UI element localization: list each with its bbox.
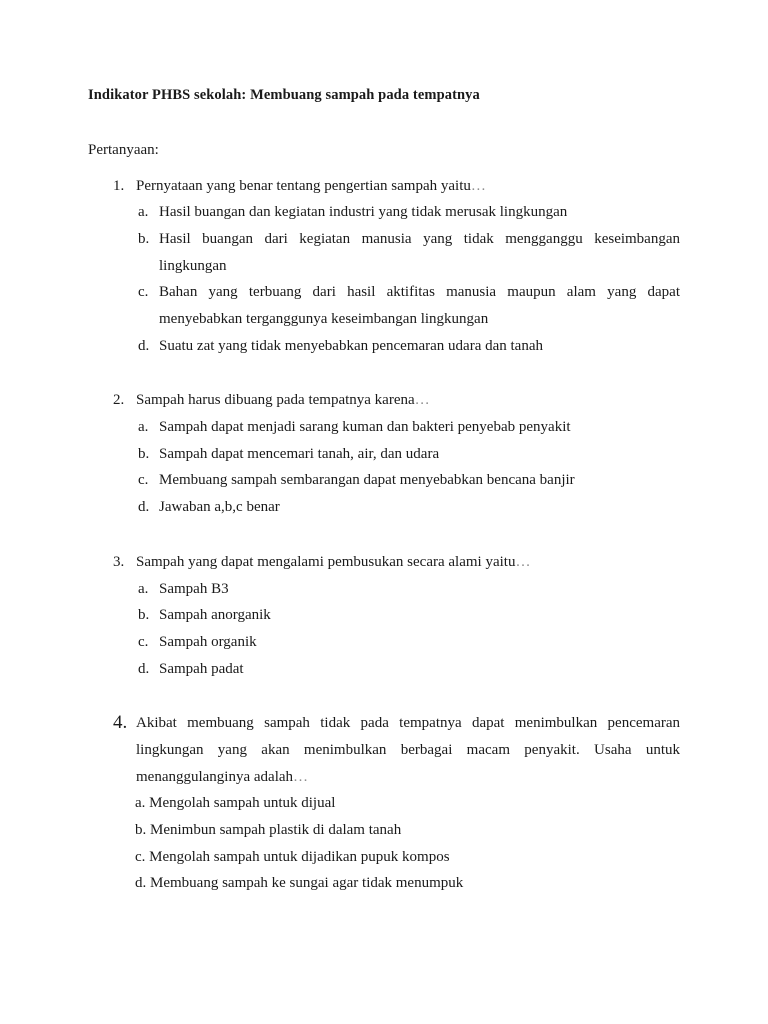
option-row[interactable]	[135, 790, 680, 817]
question-stem: Sampah harus dibuang pada tempatnya karena…	[136, 392, 431, 409]
question-stem-row	[88, 549, 680, 576]
question-stem-row	[88, 710, 680, 790]
option-text: Sampah padat	[159, 660, 244, 677]
option-letter: d.	[138, 337, 150, 354]
option-letter: d.	[138, 499, 150, 516]
option-text: Sampah dapat mencemari tanah, air, dan udara	[159, 445, 440, 462]
option-letter: d.	[135, 875, 147, 892]
intro-spacer	[88, 161, 680, 173]
option-text: Hasil buangan dan kegiatan industri yang tidak merusak lingkungan	[159, 204, 568, 221]
question-number: 2.	[113, 392, 125, 409]
option-text: Membuang sampah ke sungai agar tidak menumpuk	[150, 875, 464, 892]
option-row[interactable]	[88, 576, 680, 603]
option-letter: b.	[138, 607, 150, 624]
option-letter: a.	[135, 795, 146, 812]
title-spacer	[88, 106, 680, 140]
option-row[interactable]	[88, 629, 680, 656]
option-text: Menimbun sampah plastik di dalam tanah	[150, 822, 402, 838]
question-number: 3.	[113, 553, 125, 570]
option-letter: a.	[138, 204, 149, 221]
option-letter: a.	[138, 580, 149, 597]
question-stem-row	[88, 173, 680, 200]
question-number: 4.	[113, 712, 128, 734]
option-text: Mengolah sampah untuk dijual	[149, 795, 336, 812]
page-title: Indikator PHBS sekolah: Membuang sampah pada tempatnya	[88, 87, 480, 103]
question-number: 1.	[113, 177, 125, 194]
question-block-1	[88, 173, 680, 360]
option-row[interactable]	[88, 226, 680, 279]
intro-label: Pertanyaan:	[88, 141, 159, 158]
option-letter: c.	[138, 633, 149, 650]
ellipsis: …	[470, 177, 487, 194]
option-row[interactable]	[88, 467, 680, 494]
ellipsis: …	[414, 392, 431, 409]
option-row[interactable]	[88, 199, 680, 226]
ellipsis: …	[515, 553, 532, 570]
option-letter: c.	[135, 848, 146, 865]
option-row[interactable]	[88, 441, 680, 468]
option-row[interactable]	[88, 333, 680, 360]
question-gap	[88, 682, 680, 710]
option-text: Sampah B3	[159, 580, 229, 597]
option-text: Bahan yang terbuang dari hasil aktifitas manusia maupun alam yang dapat menyebabkan terganggunya keseimbangan lingkungan	[159, 284, 680, 327]
option-row[interactable]	[135, 844, 680, 871]
question-gap	[88, 521, 680, 549]
option-text: Sampah organik	[159, 633, 257, 650]
option-letter: a.	[138, 419, 149, 436]
option-row[interactable]	[135, 870, 680, 897]
question-block-3	[88, 549, 680, 682]
option-text: Suatu zat yang tidak menyebabkan pencemaran udara dan tanah	[159, 337, 544, 354]
option-row[interactable]	[88, 414, 680, 441]
option-letter: c.	[138, 284, 149, 301]
option-text: Mengolah sampah untuk dijadikan pupuk kompos	[149, 848, 450, 865]
question-stem: Sampah yang dapat mengalami pembusukan secara alami yaitu…	[136, 553, 532, 570]
document-body	[88, 86, 680, 897]
option-row[interactable]	[88, 656, 680, 683]
option-row[interactable]	[88, 494, 680, 521]
question-stem-row	[88, 387, 680, 414]
option-text: Sampah anorganik	[159, 607, 271, 624]
question-gap	[88, 359, 680, 387]
option-text: Sampah dapat menjadi sarang kuman dan bakteri penyebab penyakit	[159, 419, 571, 436]
option-letter: d.	[138, 660, 150, 677]
ellipsis: …	[293, 768, 310, 785]
option-row[interactable]	[88, 602, 680, 629]
question-stem: Akibat membuang sampah tidak pada tempatnya dapat menimbulkan pencemaran lingkungan yang akan menimbulkan berbagai macam penyakit. Usaha untuk menanggulanginya adalah…	[136, 715, 680, 785]
option-text: Membuang sampah sembarangan dapat menyebabkan bencana banjir	[159, 472, 575, 489]
question-stem: Pernyataan yang benar tentang pengertian sampah yaitu…	[136, 177, 487, 194]
option-letter: b.	[135, 822, 147, 838]
option-row[interactable]	[88, 279, 680, 332]
option-text: Hasil buangan dari kegiatan manusia yang tidak mengganggu keseimbangan lingkungan	[159, 230, 680, 274]
question-block-4	[88, 710, 680, 897]
option-letter: c.	[138, 472, 149, 489]
question-block-2	[88, 387, 680, 520]
option-text: Jawaban a,b,c benar	[159, 499, 280, 516]
option-row[interactable]	[135, 817, 680, 844]
option-letter: b.	[138, 230, 150, 247]
option-letter: b.	[138, 445, 150, 462]
